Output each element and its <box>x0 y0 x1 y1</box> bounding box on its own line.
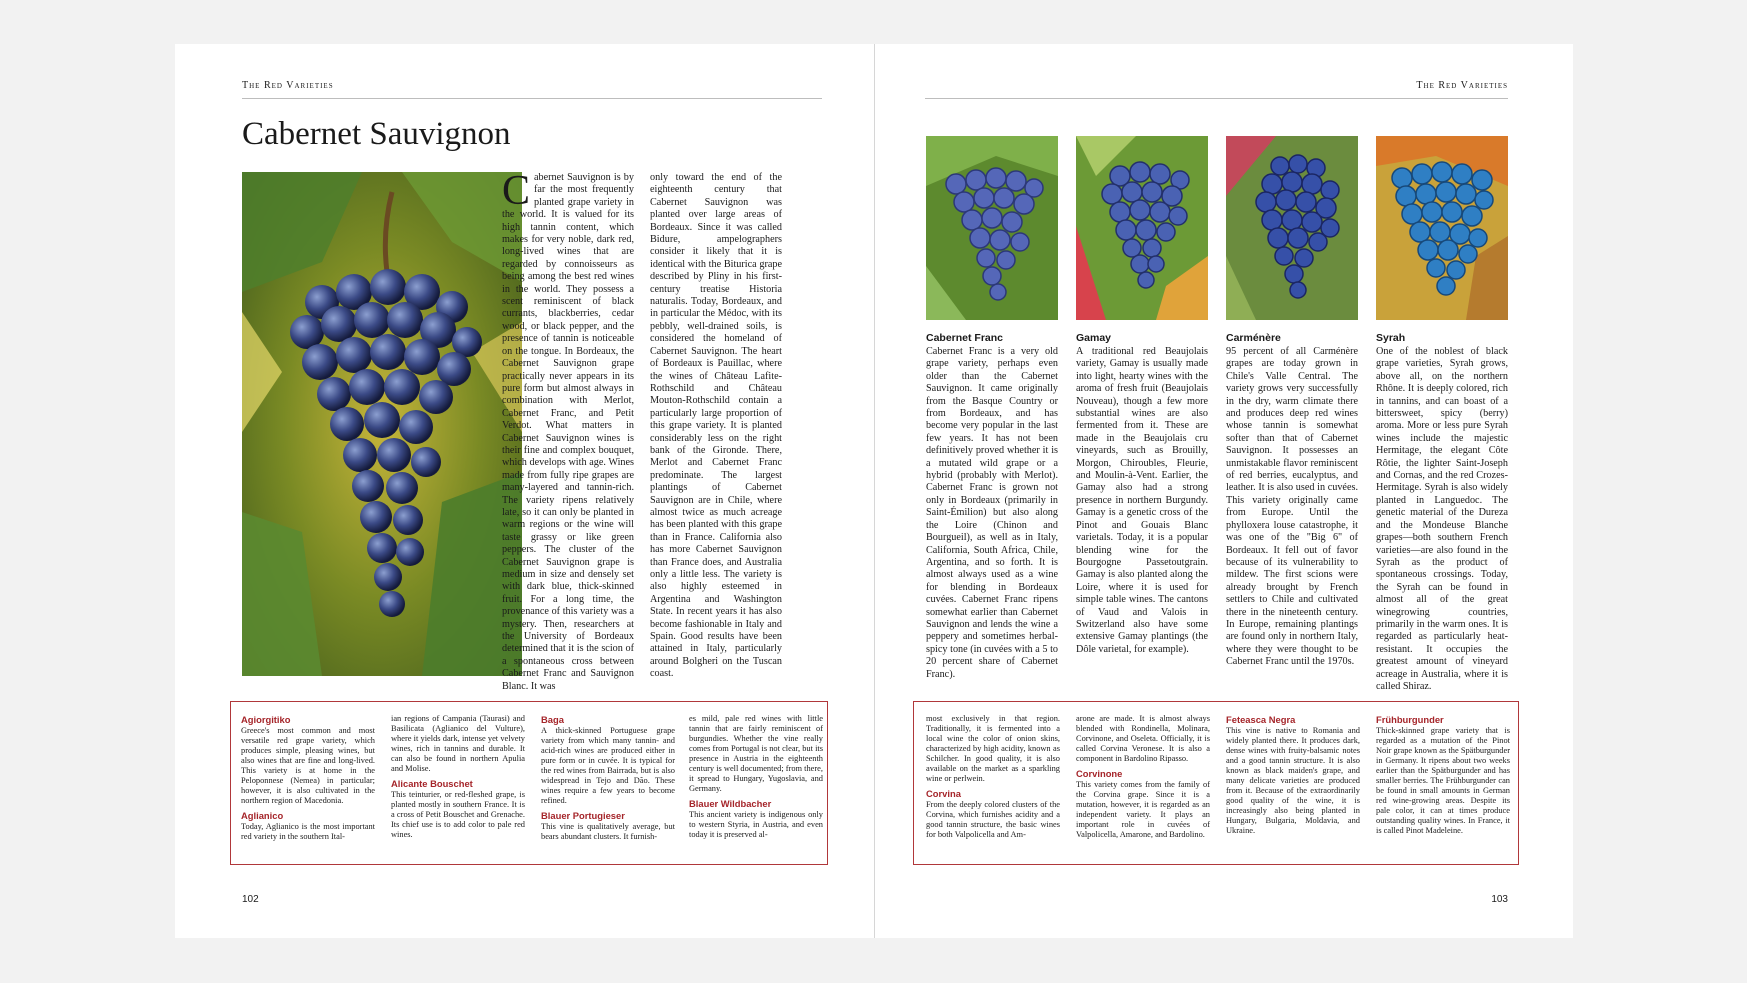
glossary-term: Blauer Wildbacher <box>689 798 772 809</box>
glossary-definition: Today, Aglianico is the most important red variety in the southern Ital- <box>241 822 375 841</box>
variety-column-carmenere <box>1226 332 1358 682</box>
variety-name: Cabernet Franc <box>926 332 1004 344</box>
grape-cluster-illustration <box>242 172 522 676</box>
glossary-column <box>241 714 375 842</box>
glossary-column <box>541 714 675 842</box>
glossary-column <box>1226 714 1360 836</box>
page-number: 103 <box>1491 894 1508 905</box>
left-page <box>175 44 873 938</box>
glossary-column <box>689 714 823 840</box>
article-column-1 <box>502 168 634 692</box>
glossary-definition: This variety comes from the family of the Corvina grape. Since it is a mutation, however, it is regarded as an independent variety. It plays an important role in cuvées of Valpolicella, Amarone, and Bardolino. <box>1076 780 1210 839</box>
glossary-definition: most exclusively in that region. Traditionally, it is fermented into a local wine the color of onion skins, characterized by high acidity, known as Schilcher. In good quality, it is also available on the market as a sparkling wine or perlwein. <box>926 714 1060 783</box>
right-page <box>875 44 1573 938</box>
glossary-term: Frühburgunder <box>1376 714 1444 725</box>
glossary-box-left <box>230 701 828 865</box>
glossary-definition: arone are made. It is almost always blended with Rondinella, Molinara, Corvinone, and Oseleta. Officially, it is called Corvina Veronese. It is also a component in Bardolino Ripasso. <box>1076 714 1210 763</box>
glossary-term: Blauer Portugieser <box>541 810 625 821</box>
grape-cluster-illustration <box>926 136 1058 320</box>
grape-cluster-illustration <box>1376 136 1508 320</box>
variety-column-syrah <box>1376 332 1508 692</box>
glossary-column <box>926 714 1060 840</box>
glossary-term: Aglianico <box>241 810 284 821</box>
page-title: Cabernet Sauvignon <box>242 116 511 152</box>
glossary-definition: Thick-skinned grape variety that is regarded as a mutation of the Pinot Noir grape known as the Spätburgunder in Germany. It ripens about two weeks earlier than the Spätburgunder and has smaller berries. The Frühburgunder can be found in small amounts in German red wine-growing areas. Despite its pale color, it can at times produce outstanding quality wines. In France, it is called Pinot Madeleine. <box>1376 726 1510 835</box>
glossary-definition: This teinturier, or red-fleshed grape, is planted mostly in southern France. It is a cross of Petit Bouschet and Grenache. Its chief use is to add color to pale red wines. <box>391 790 525 839</box>
article-text-col1: abernet Sauvignon is by far the most frequently planted grape variety in the world. It is valued for its high tannin content, which makes for very noble, dark red, long-lived wines that are regarded by connoisseurs as being among the best red wines in the world. They possess a scent reminiscent of black currants, blackberries, cedar wood, or black pepper, and the presence of tannin is noticeable on the tongue. In Bordeaux, the Cabernet Sauvignon grape practically never appears in its pure form but almost always in combination with Merlot, Cabernet Franc, and Petit Verdot. What matters in Cabernet Sauvignon wines is their fine and complex bouquet, which develops with age. Wines made from fully ripe grapes are many-layered and tannin-rich. The variety ripens relatively late, so it can only be planted in warm regions or the wine will taste grassy or like green peppers. The cluster of the Cabernet Sauvignon grape is medium in size and densely set with dark blue, thick-skinned fruit. For a long time, the provenance of this variety was a mystery. Then, researchers at the University of Bordeaux determined that it is the scion of a spontaneous cross between Cabernet Franc and Sauvignon Blanc. It was <box>502 172 634 692</box>
glossary-term: Corvinone <box>1076 768 1123 779</box>
drop-cap: C <box>502 168 531 214</box>
glossary-term: Baga <box>541 714 564 725</box>
grape-cluster-illustration <box>1226 136 1358 320</box>
carmenere-photo <box>1226 136 1358 320</box>
glossary-term: Agiorgitiko <box>241 714 291 725</box>
glossary-definition: This ancient variety is indigenous only to western Styria, in Austria, and even today it is preserved al- <box>689 810 823 839</box>
header-rule <box>242 98 822 99</box>
variety-description: Cabernet Franc is a very old grape variety, perhaps even older than the Cabernet Sauvignon. It came originally from the Basque Country or from Bordeaux, and has become very popular in the last few years. It has not been definitively proved whether it is a mutated wild grape or a hybrid (probably with Merlot). Cabernet Franc is grown not only in Bordeaux (primarily in Saint-Émilion) but also along the Loire (Chinon and Bourgueil), as well as in Italy, California, South Africa, Chile, Argentina, and so forth. It is almost always used as a wine for blending in Bordeaux cuvées. Cabernet Franc ripens somewhat earlier than Cabernet Sauvignon and lends the wine a peppery and sometimes herbal-spicy tone (in cuvées with a 5 to 20 percent share of Cabernet Franc). <box>926 346 1058 680</box>
variety-description: One of the noblest of black grape varieties, Syrah grows, above all, on the northern Rhône. It is deeply colored, rich in tannins, and can boast of a bittersweet, spicy (berry) aroma. More or less pure Syrah wines include the majestic Hermitage, the elegant Côte Rôtie, the lighter Saint-Joseph and Cornas, and the red Crozes-Hermitage. Syrah is also widely planted in Languedoc. The genetic material of the Dureza and the Mondeuse Blanche grapes—both southern French varieties—are also found in the Syrah as the product of spontaneous crossings. Today, the Syrah can be found in almost all of the great winegrowing countries, primarily in the warm ones. It is regarded as particularly heat-resistant. It occupies the greatest amount of vineyard acreage in Australia, where it is called Shiraz. <box>1376 346 1508 692</box>
variety-name: Syrah <box>1376 332 1406 344</box>
glossary-definition: es mild, pale red wines with little tannin that are fairly reminiscent of burgundies. Whether the vine really comes from Portugal is not clear, but its presence in Austria in the eighteenth century is well documented; from there, it spread to Hungary, Yugoslavia, and Germany. <box>689 714 823 793</box>
glossary-term: Alicante Bouschet <box>391 778 473 789</box>
cabernet-franc-photo <box>926 136 1058 320</box>
glossary-definition: From the deeply colored clusters of the Corvina, which furnishes acidity and a good tannin structure, the basic wines for both Valpolicella and Am- <box>926 800 1060 839</box>
glossary-definition: ian regions of Campania (Taurasi) and Basilicata (Aglianico del Vulture), where it yields dark, intense yet velvety wines, rich in tannins and durable. It can also be found in northern Apulia and Molise. <box>391 714 525 773</box>
main-grape-photo <box>242 172 522 676</box>
gamay-photo <box>1076 136 1208 320</box>
glossary-definition: This vine is native to Romania and widely planted there. It produces dark, dense wines with fruity-balsamic notes and a good tannin structure. It is also known as black maiden's grape, and many delicate varieties are produced from it. Because of the extraordinarily good quality of the wine, it is increasingly also being planted in Hungary, Bulgaria, Moldavia, and Ukraine. <box>1226 726 1360 835</box>
variety-column-gamay <box>1076 332 1208 682</box>
running-head: The Red Varieties <box>1416 80 1508 91</box>
variety-description: A traditional red Beaujolais variety, Gamay is usually made into light, hearty wines with the aroma of fresh fruit (Beaujolais Nouveau), though a few more substantial wines are also fermented from it. These are made in the Beaujolais cru vineyards, such as Brouilly, Morgon, Chiroubles, Fleurie, and Moulin-à-Vent. Earlier, the Gamay also had a strong presence in northern Burgundy. Gamay is a genetic cross of the Pinot and Gouais Blanc varietals. Today, it is a popular blending wine for the Bourgogne Passetoutgrain. Gamay is also planted along the Loire, where it is used for simple table wines. The cantons of Vaud and Valois in Switzerland also have some extensive Gamay plantings (the Dôle varietal, for example). <box>1076 346 1208 655</box>
glossary-definition: Greece's most common and most versatile red grape variety, which produces simple, pleasing wines, but also wines that are fine and long-lived. This variety is at home in the Peloponnese (Nemea) in particular; however, it is also cultivated in the northern region of Macedonia. <box>241 726 375 805</box>
book-spread <box>175 44 1573 938</box>
grape-cluster-illustration <box>1076 136 1208 320</box>
variety-name: Gamay <box>1076 332 1112 344</box>
variety-description: 95 percent of all Carménère grapes are today grown in Chile's Valle Central. The variety grows very successfully in the dry, warm climate there and produces deep red wines whose tannin is somewhat softer than that of Cabernet Sauvignon. It possesses an unmistakable flavor reminiscent of red berries, eucalyptus, and leather. It is also used in cuvées. This variety originally came from Europe. Until the phylloxera louse catastrophe, it was one of the "Big 6" of Bordeaux. It fell out of favor because of its vulnerability to mildew. The first scions were already brought by French settlers to Chile and cultivated there in the nineteenth century. In Europe, remaining plantings are found only in northern Italy, where they were thought to be Cabernet Franc until the 1970s. <box>1226 346 1358 668</box>
glossary-term: Corvina <box>926 788 961 799</box>
article-text-col2: only toward the end of the eighteenth century that Cabernet Sauvignon was planted over large areas of Bordeaux. Since it was called Bidure, ampelographers consider it likely that it is identical with the Biturica grape described by Pliny in his first-century treatise Historia naturalis. Today, Bordeaux, and in particular the Médoc, with its pebbly, well-drained soils, is considered the homeland of Cabernet Sauvignon. The heart of Bordeaux is Pauillac, where the wines of Château Lafite-Rothschild and Château Mouton-Rothschild contain a particularly large proportion of this grape variety. It is planted considerably less on the right bank of the Gironde. There, Merlot and Cabernet Franc predominate. The largest plantings of Cabernet Sauvignon are in Chile, where almost twice as much acreage has been planted with this grape than in France. California also has more Cabernet Sauvignon than France does, and Australia only a little less. The variety is also highly esteemed in Argentina and Washington State. In recent years it has also become fashionable in Italy and Spain. Good results have been attained in Italy, particularly around Bolgheri on the Tuscan coast. <box>650 172 782 680</box>
glossary-column <box>391 714 525 840</box>
glossary-definition: This vine is qualitatively average, but bears abundant clusters. It furnish- <box>541 822 675 841</box>
glossary-box-right <box>913 701 1519 865</box>
glossary-column <box>1376 714 1510 836</box>
variety-name: Carménère <box>1226 332 1281 344</box>
syrah-photo <box>1376 136 1508 320</box>
article-column-2 <box>650 172 782 682</box>
header-rule <box>925 98 1508 99</box>
glossary-term: Feteasca Negra <box>1226 714 1296 725</box>
glossary-column <box>1076 714 1210 840</box>
variety-column-cabernet-franc <box>926 332 1058 682</box>
page-number: 102 <box>242 894 259 905</box>
glossary-definition: A thick-skinned Portuguese grape variety from which many tannin- and acid-rich wines are produced either in pure form or in cuvée. It is typical for the red wines from Bairrada, but is also widespread in Tejo and Dão. These wines require a few years to become refined. <box>541 726 675 805</box>
running-head: The Red Varieties <box>242 80 334 91</box>
